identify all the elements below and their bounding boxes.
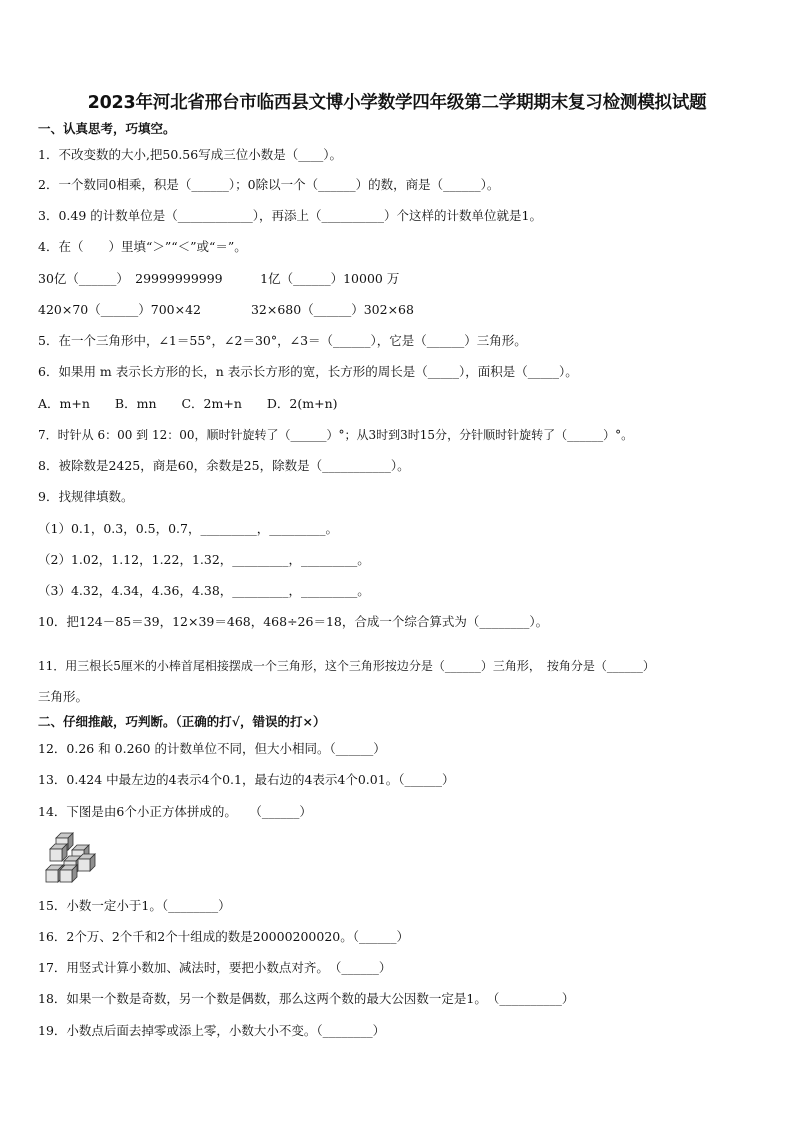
- question-13: 13．0.424 中最左边的4表示4个0.1，最右边的4表示4个0.01。（______）: [38, 772, 455, 787]
- question-3: 3．0.49 的计数单位是（____________），再添上（__________）个这样的计数单位就是1。: [38, 208, 542, 223]
- question-6-options: A．m+n B．mn C．2m+n D．2(m+n): [38, 396, 338, 411]
- page-title: 2023年河北省邢台市临西县文博小学数学四年级第二学期期末复习检测模拟试题: [87, 93, 707, 113]
- question-5: 5．在一个三角形中，∠1＝55°，∠2＝30°，∠3＝（______），它是（______）三角形。: [38, 333, 527, 348]
- question-4: 4．在（ ）里填“＞”“＜”或“＝”。: [38, 239, 247, 254]
- question-11: 11．用三根长5厘米的小棒首尾相接摆成一个三角形，这个三角形按边分是（______）三角形， 按角分是（______）: [38, 659, 655, 673]
- question-17: 17．用竖式计算小数加、减法时，要把小数点对齐。 （______）: [38, 960, 392, 975]
- question-14: 14．下图是由6个小正方体拼成的。 （______）: [38, 804, 312, 819]
- question-12: 12．0.26 和 0.260 的计数单位不同，但大小相同。（______）: [38, 741, 386, 756]
- question-2: 2．一个数同0相乘，积是（______）；0除以一个（______）的数，商是（______）。: [38, 177, 500, 192]
- question-9-part-2: （2）1.02，1.12，1.22，1.32，_________，_________。: [38, 552, 370, 567]
- question-9-part-1: （1）0.1，0.3，0.5，0.7，_________，_________。: [38, 521, 338, 536]
- question-15: 15．小数一定小于1。（________）: [38, 898, 231, 913]
- question-10: 10．把124－85＝39，12×39＝468，468÷26＝18，合成一个综合算式为（________）。: [38, 614, 549, 629]
- question-9: 9．找规律填数。: [38, 489, 134, 504]
- question-18: 18．如果一个数是奇数，另一个数是偶数，那么这两个数的最大公因数一定是1。 （__________）: [38, 991, 575, 1006]
- question-19: 19．小数点后面去掉零或添上零，小数大小不变。（________）: [38, 1023, 386, 1038]
- section-2-heading: 二、仔细推敲，巧判断。（正确的打√，错误的打×）: [38, 714, 326, 729]
- question-4-row-2: 420×70（______）700×42 32×680（______）302×68: [38, 302, 414, 317]
- question-11-continued: 三角形。: [38, 689, 89, 704]
- question-9-part-3: （3）4.32，4.34，4.36，4.38，_________，_________。: [38, 583, 370, 598]
- question-4-row-1: 30亿（______） 29999999999 1亿（______）10000 万: [38, 271, 400, 286]
- cube-stack-figure: [44, 832, 100, 884]
- question-8: 8．被除数是2425，商是60，余数是25，除数是（___________）。: [38, 458, 410, 473]
- question-1: 1．不改变数的大小,把50.56写成三位小数是（____）。: [38, 147, 342, 162]
- section-1-heading: 一、认真思考，巧填空。: [38, 121, 176, 136]
- question-16: 16．2个万、2个千和2个十组成的数是20000200020。（______）: [38, 929, 409, 944]
- question-7: 7．时针从 6：00 到 12：00，顺时针旋转了（______）°；从3时到3时15分，分针顺时针旋转了（______）°。: [38, 428, 634, 442]
- question-6: 6．如果用 m 表示长方形的长，n 表示长方形的宽，长方形的周长是（_____），面积是（_____）。: [38, 364, 578, 379]
